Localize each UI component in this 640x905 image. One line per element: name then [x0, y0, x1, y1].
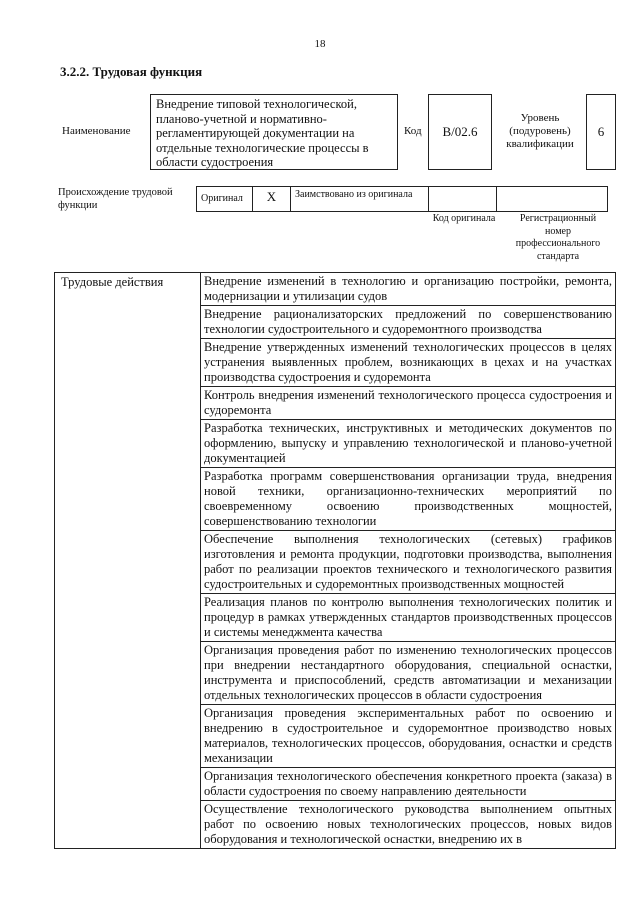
- action-item: Обеспечение выполнения технологических (сетевых) графиков изготовления и ремонта продукции, подготовки производства, выполнения работ по реализации проектов технического и технологического развития судостроительных и судоремонтных производственных мощностей: [201, 531, 616, 594]
- action-item: Осуществление технологического руководства выполнением опытных работ по освоению новых технологических процессов, новых видов оборудования и технологической оснастки, внедрению их в: [201, 801, 616, 849]
- action-item: Организация проведения экспериментальных работ по освоению и внедрению в судостроительное и судоремонтное производство новых материалов, технологических процессов, оборудования, оснастки и средств механизации: [201, 705, 616, 768]
- reg-number-caption: Регистрационный номер профессионального стандарта: [515, 213, 601, 262]
- code-original-cell: [429, 187, 497, 211]
- function-name-box: Внедрение типовой технологической, планово-учетной и нормативно-регламентирующей документации на отдельные технологические процессы в области судостроения: [150, 94, 398, 170]
- code-original-caption: Код оригинала: [432, 213, 496, 224]
- action-item: Разработка программ совершенствования организации труда, внедрения новой техники, организационно-технических мероприятий по своевременному освоению производственных мощностей, совершенствованию технологии: [201, 468, 616, 531]
- action-item: Разработка технических, инструктивных и методических документов по оформлению, выпуску и управлению технологической и планово-учетной документацией: [201, 420, 616, 468]
- action-item: Внедрение утвержденных изменений технологических процессов в целях устранения выявленных проблем, возникающих в цехах и на участках производства судостроения и судоремонта: [201, 339, 616, 387]
- labor-actions-table: [54, 272, 616, 849]
- action-item: Реализация планов по контролю выполнения технологических политик и процедур в рамках утвержденных стандартов производственных процессов и системы менеджмента качества: [201, 594, 616, 642]
- section-heading: 3.2.2. Трудовая функция: [60, 64, 203, 79]
- name-label: Наименование: [62, 125, 131, 137]
- action-item: Контроль внедрения изменений технологического процесса судостроения и судоремонта: [201, 387, 616, 420]
- borrowed-label: Заимствовано из оригинала: [291, 187, 429, 211]
- origin-row: [196, 186, 608, 212]
- table-row: [55, 273, 616, 306]
- level-box: 6: [586, 94, 616, 170]
- original-label: Оригинал: [197, 187, 253, 211]
- code-label: Код: [404, 125, 422, 137]
- page-number: 18: [314, 38, 326, 50]
- level-label: Уровень (подуровень) квалификации: [506, 112, 574, 150]
- labor-actions-label: Трудовые действия: [55, 273, 201, 849]
- action-item: Внедрение изменений в технологию и организацию постройки, ремонта, модернизации и утилизации судов: [201, 273, 616, 306]
- action-item: Организация проведения работ по изменению технологических процессов при внедрении нестандартного оборудования, специальной оснастки, инструмента и приспособлений, средств автоматизации и механизации отдельных технологических процессов в области судостроения: [201, 642, 616, 705]
- action-item: Внедрение рационализаторских предложений по совершенствованию технологии судостроительного и судоремонтного производства: [201, 306, 616, 339]
- origin-label: Происхождение трудовой функции: [58, 187, 173, 211]
- original-mark: X: [253, 187, 291, 211]
- code-box: B/02.6: [428, 94, 492, 170]
- action-item: Организация технологического обеспечения конкретного проекта (заказа) в области судостроения по своему направлению деятельности: [201, 768, 616, 801]
- reg-number-cell: [497, 187, 607, 211]
